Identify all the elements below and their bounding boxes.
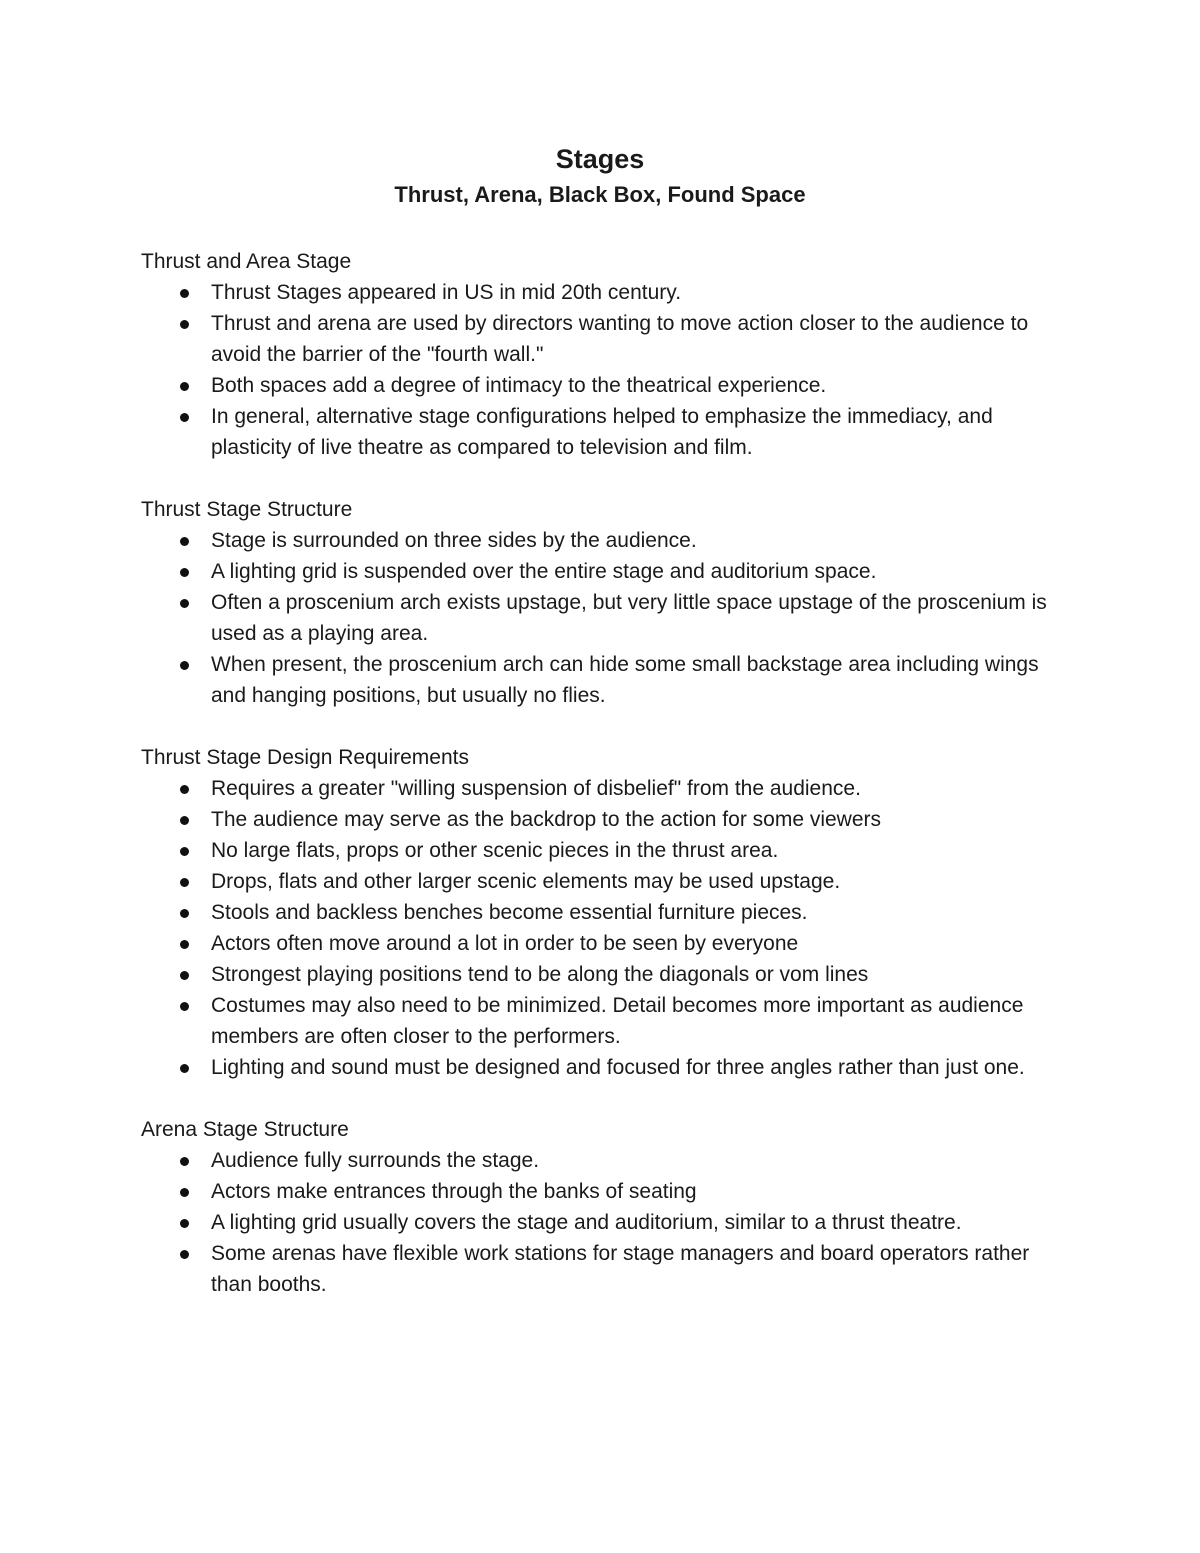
bullet-icon bbox=[180, 382, 189, 391]
list-item: Both spaces add a degree of intimacy to the theatrical experience. bbox=[141, 370, 1071, 401]
list-item: Costumes may also need to be minimized. Detail becomes more important as audience members are often closer to the performers. bbox=[141, 990, 1071, 1052]
bullet-icon bbox=[180, 289, 189, 298]
bullet-icon bbox=[180, 320, 189, 329]
bullet-list bbox=[141, 277, 1071, 463]
document-body bbox=[141, 246, 1071, 1331]
list-item: Stage is surrounded on three sides by the audience. bbox=[141, 525, 1071, 556]
bullet-icon bbox=[180, 1002, 189, 1011]
bullet-icon bbox=[180, 1157, 189, 1166]
bullet-icon bbox=[180, 909, 189, 918]
list-item: Often a proscenium arch exists upstage, but very little space upstage of the proscenium is used as a playing area. bbox=[141, 587, 1071, 649]
list-item: Thrust and arena are used by directors wanting to move action closer to the audience to avoid the barrier of the "fourth wall." bbox=[141, 308, 1071, 370]
list-item: The audience may serve as the backdrop to the action for some viewers bbox=[141, 804, 1071, 835]
bullet-icon bbox=[180, 537, 189, 546]
list-item: Actors make entrances through the banks of seating bbox=[141, 1176, 1071, 1207]
list-item: Stools and backless benches become essential furniture pieces. bbox=[141, 897, 1071, 928]
list-item: Drops, flats and other larger scenic elements may be used upstage. bbox=[141, 866, 1071, 897]
list-item: No large flats, props or other scenic pieces in the thrust area. bbox=[141, 835, 1071, 866]
list-item: A lighting grid is suspended over the entire stage and auditorium space. bbox=[141, 556, 1071, 587]
section-thrust-and-area-stage bbox=[141, 246, 1071, 463]
bullet-icon bbox=[180, 971, 189, 980]
bullet-icon bbox=[180, 847, 189, 856]
bullet-list bbox=[141, 1145, 1071, 1300]
bullet-icon bbox=[180, 940, 189, 949]
list-item: In general, alternative stage configurations helped to emphasize the immediacy, and plasticity of live theatre as compared to television and film. bbox=[141, 401, 1071, 463]
section-heading: Thrust Stage Design Requirements bbox=[141, 746, 469, 769]
list-item: A lighting grid usually covers the stage and auditorium, similar to a thrust theatre. bbox=[141, 1207, 1071, 1238]
section-thrust-stage-structure bbox=[141, 494, 1071, 711]
section-heading: Arena Stage Structure bbox=[141, 1118, 349, 1141]
bullet-icon bbox=[180, 599, 189, 608]
page-subtitle: Thrust, Arena, Black Box, Found Space bbox=[394, 182, 806, 207]
bullet-icon bbox=[180, 413, 189, 422]
section-thrust-stage-design-requirements bbox=[141, 742, 1071, 1083]
bullet-icon bbox=[180, 785, 189, 794]
bullet-icon bbox=[180, 661, 189, 670]
list-item: Some arenas have flexible work stations for stage managers and board operators rather than booths. bbox=[141, 1238, 1071, 1300]
bullet-icon bbox=[180, 1064, 189, 1073]
list-item: Requires a greater "willing suspension of disbelief" from the audience. bbox=[141, 773, 1071, 804]
page-title: Stages bbox=[555, 144, 645, 174]
list-item: Thrust Stages appeared in US in mid 20th century. bbox=[141, 277, 1071, 308]
bullet-icon bbox=[180, 568, 189, 577]
list-item: Strongest playing positions tend to be along the diagonals or vom lines bbox=[141, 959, 1071, 990]
section-heading: Thrust and Area Stage bbox=[141, 250, 352, 273]
bullet-icon bbox=[180, 878, 189, 887]
bullet-icon bbox=[180, 1219, 189, 1228]
list-item: Audience fully surrounds the stage. bbox=[141, 1145, 1071, 1176]
bullet-list bbox=[141, 525, 1071, 711]
bullet-icon bbox=[180, 1188, 189, 1197]
list-item: When present, the proscenium arch can hide some small backstage area including wings and hanging positions, but usually no flies. bbox=[141, 649, 1071, 711]
bullet-icon bbox=[180, 816, 189, 825]
section-arena-stage-structure bbox=[141, 1114, 1071, 1300]
section-heading: Thrust Stage Structure bbox=[141, 498, 353, 521]
list-item: Lighting and sound must be designed and focused for three angles rather than just one. bbox=[141, 1052, 1071, 1083]
bullet-list bbox=[141, 773, 1071, 1083]
bullet-icon bbox=[180, 1250, 189, 1259]
list-item: Actors often move around a lot in order to be seen by everyone bbox=[141, 928, 1071, 959]
